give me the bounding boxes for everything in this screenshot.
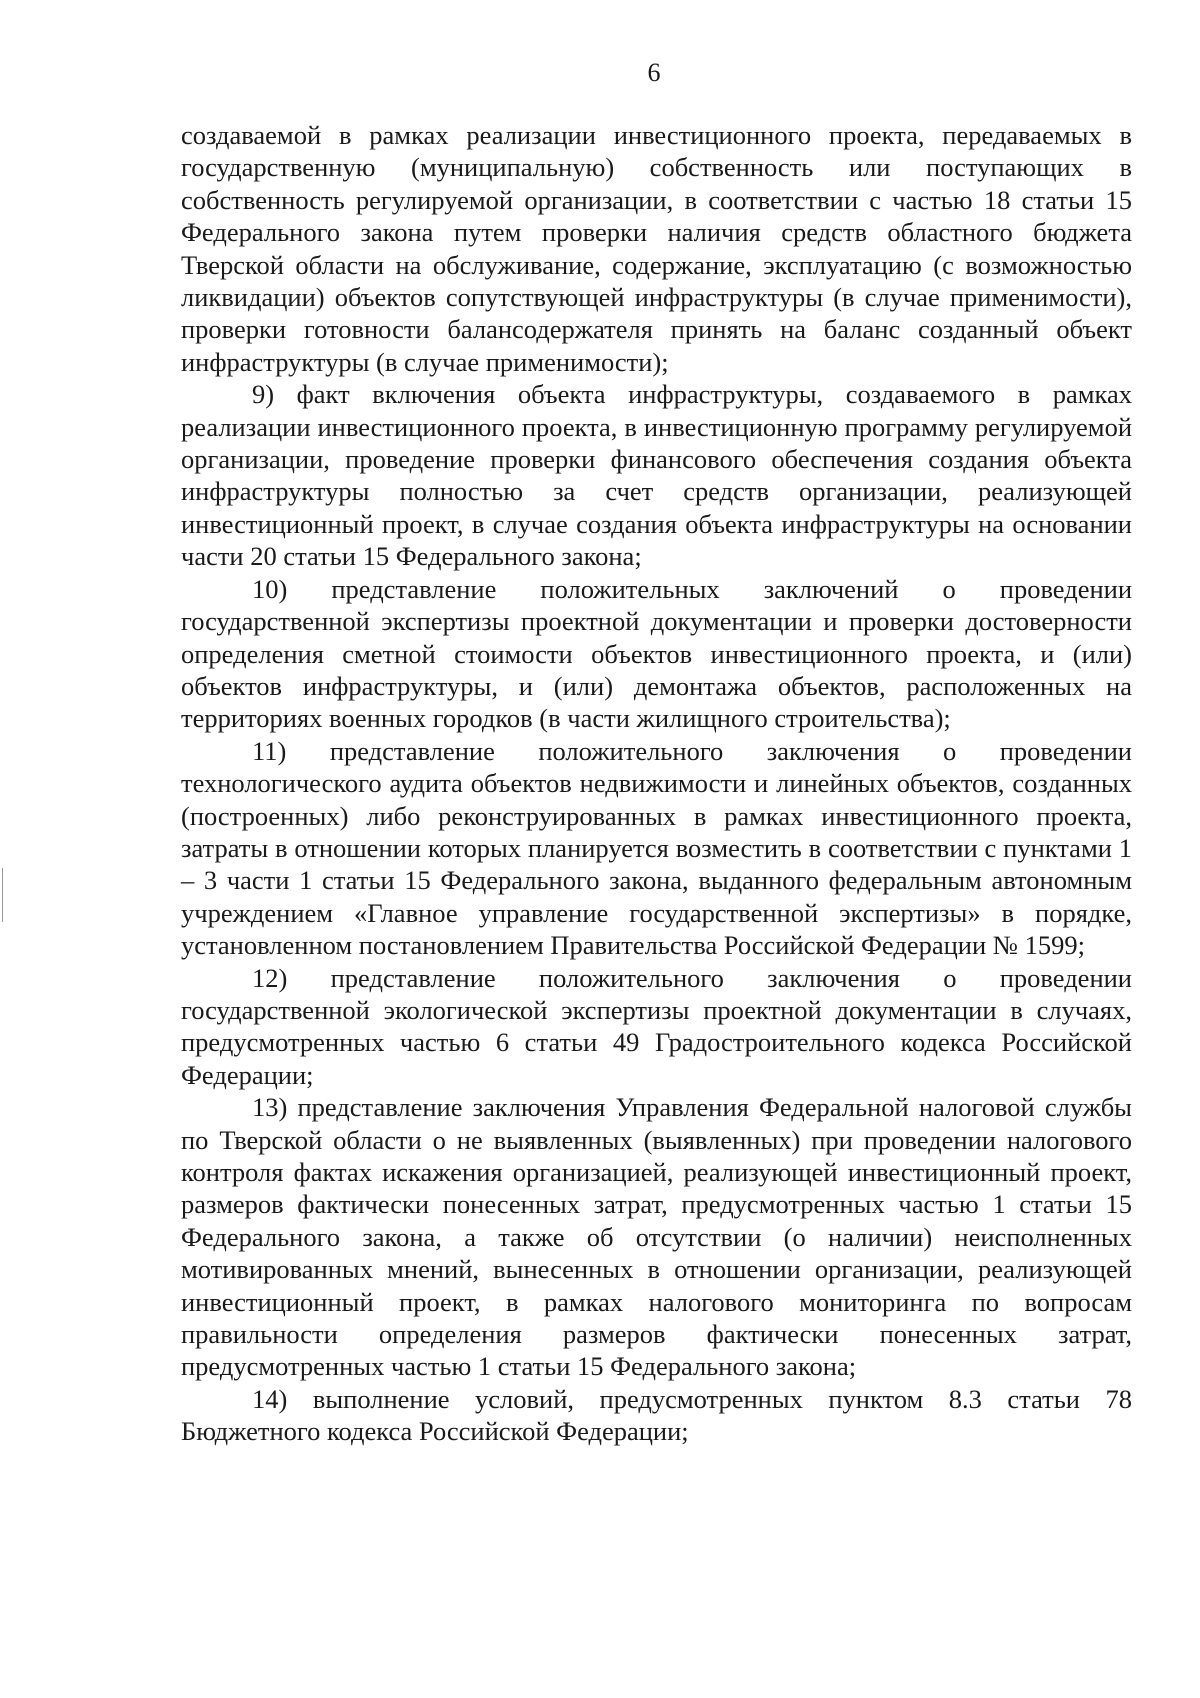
page-number: 6 <box>647 58 661 87</box>
list-item-10: 10) представление положительных заключений о проведении государственной экспертизы проектной документации и проверки достоверности определения сметной стоимости объектов инвестиционного проекта, и (или) объектов инфраструктуры, и (или) демонтажа объектов, расположенных на территориях военных городков (в части жилищного строительства); <box>181 573 1132 734</box>
list-item-9: 9) факт включения объекта инфраструктуры, создаваемого в рамках реализации инвестиционного проекта, в инвестиционную программу регулируемой организации, проведение проверки финансового обеспечения создания объекта инфраструктуры полностью за счет средств организации, реализующей инвестиционный проект, в случае создания объекта инфраструктуры на основании части 20 статьи 15 Федерального закона; <box>181 379 1132 572</box>
list-item-11: 11) представление положительного заключения о проведении технологического аудита объектов недвижимости и линейных объектов, созданных (построенных) либо реконструированных в рамках инвестиционного проекта, затраты в отношении которых планируется возместить в соответствии с пунктами 1 – 3 части 1 статьи 15 Федерального закона, выданного федеральным автономным учреждением «Главное управление государственной экспертизы» в порядке, установленном постановлением Правительства Российской Федерации № 1599; <box>181 735 1132 961</box>
scan-edge-mark <box>2 868 3 922</box>
paragraph-continuation: создаваемой в рамках реализации инвестиционного проекта, передаваемых в государственную (муниципальную) собственность или поступающих в собственность регулируемой организации, в соответствии с частью 18 статьи 15 Федерального закона путем проверки наличия средств областного бюджета Тверской области на обслуживание, содержание, эксплуатацию (с возможностью ликвидации) объектов сопутствующей инфраструктуры (в случае применимости), проверки готовности балансодержателя принять на баланс созданный объект инфраструктуры (в случае применимости); <box>181 120 1132 377</box>
list-item-12: 12) представление положительного заключения о проведении государственной экологической экспертизы проектной документации в случаях, предусмотренных частью 6 статьи 49 Градостроительного кодекса Российской Федерации; <box>181 962 1132 1090</box>
list-item-13: 13) представление заключения Управления Федеральной налоговой службы по Тверской области о не выявленных (выявленных) при проведении налогового контроля фактах искажения организацией, реализующей инвестиционный проект, размеров фактически понесенных затрат, предусмотренных частью 1 статьи 15 Федерального закона, а также об отсутствии (о наличии) неисполненных мотивированных мнений, вынесенных в отношении организации, реализующей инвестиционный проект, в рамках налогового мониторинга по вопросам правильности определения размеров фактически понесенных затрат, предусмотренных частью 1 статьи 15 Федерального закона; <box>181 1092 1132 1382</box>
list-item-14: 14) выполнение условий, предусмотренных пунктом 8.3 статьи 78 Бюджетного кодекса Российской Федерации; <box>181 1383 1132 1447</box>
document-body <box>181 119 1132 1448</box>
